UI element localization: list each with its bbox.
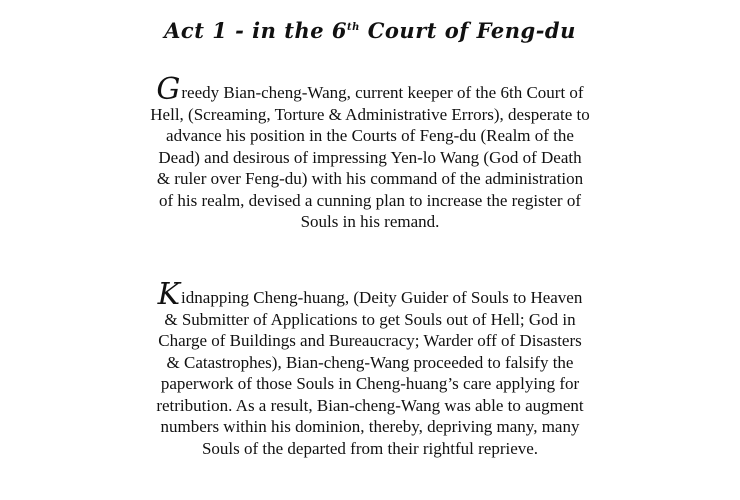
paragraph-text: idnapping Cheng-huang, (Deity Guider of Souls to Heaven & Submitter of Applications to get Souls out of Hell; God in Charge of Buildings and Bureaucracy; Warder off of Disasters & Catastrophes), Bian-cheng-Wang proceeded to falsify the paperwork of those Souls in Cheng-huang’s care applying for retribution. As a result, Bian-cheng-Wang was able to augment numbers within his dominion, thereby, depriving many, many Souls of the departed from their rightful reprieve.	[156, 288, 584, 458]
page-title	[0, 18, 740, 43]
title-text-end: Court of Feng-du	[359, 18, 576, 43]
title-text: Act 1 - in the 6	[164, 18, 347, 43]
title-superscript: th	[347, 22, 360, 33]
paragraph-text: reedy Bian-cheng-Wang, current keeper of the 6th Court of Hell, (Screaming, Torture & Administrative Errors), desperate to advance his position in the Courts of Feng-du (Realm of the Dead) and desirous of impressing Yen-lo Wang (God of Death & ruler over Feng-du) with his command of the administration of his realm, devised a cunning plan to increase the register of Souls in his remand.	[150, 83, 590, 231]
paragraph-1	[150, 72, 590, 233]
paragraph-2	[150, 277, 590, 459]
drop-cap-initial: K	[157, 277, 181, 312]
drop-cap-initial: G	[156, 72, 181, 107]
